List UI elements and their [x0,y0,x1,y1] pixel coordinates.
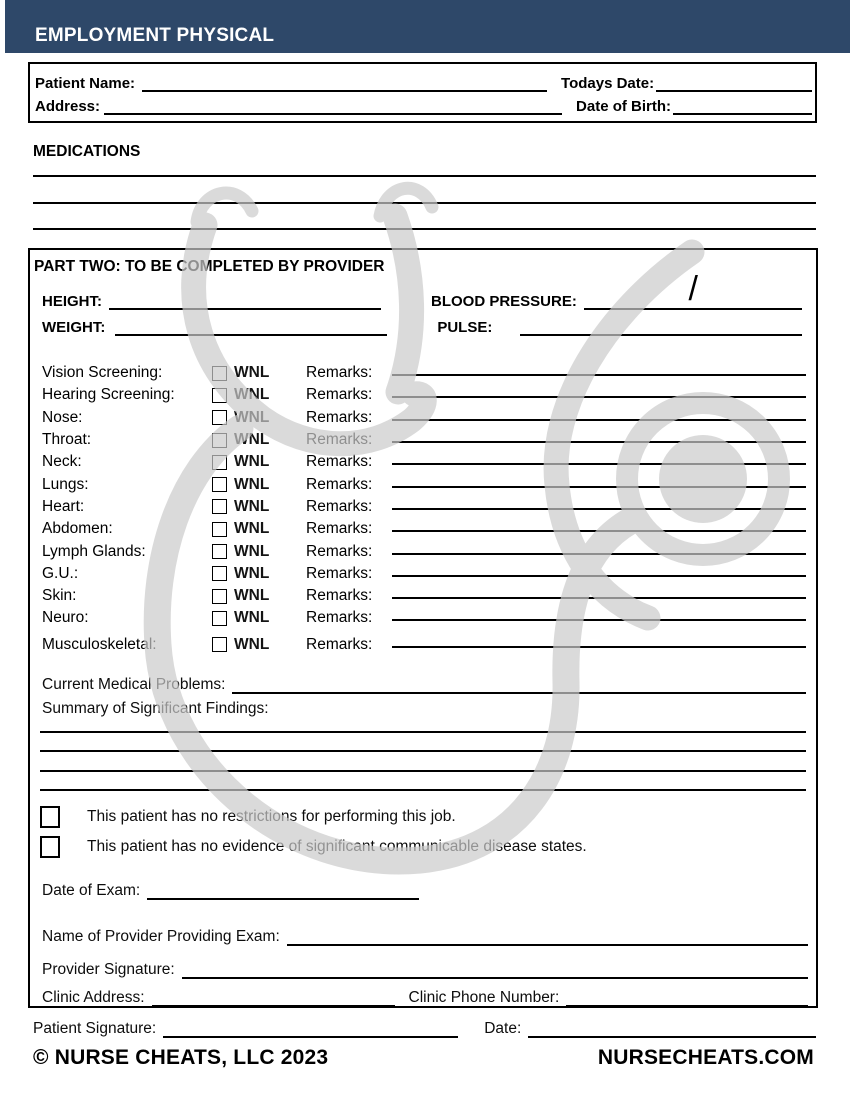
exam-row [42,473,806,495]
statement-row-1 [40,806,806,828]
wnl-label: WNL [234,431,270,449]
remarks-line[interactable] [392,638,806,648]
exam-row [42,429,806,451]
exam-rows [42,362,806,656]
exam-item-label: Neck: [42,453,82,471]
current-problems-label: Current Medical Problems: [42,676,226,693]
vitals-row-1 [42,290,802,310]
exam-item-label: Vision Screening: [42,364,163,382]
header-bar [5,0,850,53]
no-communicable-disease-label: This patient has no evidence of significant communicable disease states. [87,838,587,855]
date-line[interactable] [528,1023,816,1038]
wnl-label: WNL [234,364,270,382]
remarks-label: Remarks: [306,475,373,493]
wnl-checkbox[interactable] [212,589,227,604]
exam-row [42,451,806,473]
remarks-label: Remarks: [306,497,373,515]
wnl-checkbox[interactable] [212,566,227,581]
remarks-label: Remarks: [306,431,373,449]
wnl-label: WNL [234,453,270,471]
remarks-label: Remarks: [306,564,373,582]
exam-item-label: Skin: [42,587,77,605]
medications-lines [33,175,816,230]
provider-name-line[interactable] [287,931,808,946]
remarks-line[interactable] [392,611,806,621]
remarks-label: Remarks: [306,587,373,605]
wnl-checkbox[interactable] [212,366,227,381]
height-line[interactable] [109,295,381,310]
remarks-line[interactable] [392,411,806,421]
remarks-line[interactable] [392,567,806,577]
exam-item-label: G.U.: [42,564,79,582]
remarks-label: Remarks: [306,453,373,471]
exam-row [42,518,806,540]
clinic-address-label: Clinic Address: [42,989,145,1006]
no-communicable-disease-checkbox[interactable] [40,836,60,858]
exam-row [42,563,806,585]
date-of-exam-line[interactable] [147,885,419,900]
dob-line[interactable] [673,100,812,115]
remarks-line[interactable] [392,589,806,599]
address-line[interactable] [104,100,562,115]
exam-item-label: Hearing Screening: [42,386,175,404]
patient-signature-line[interactable] [163,1023,458,1038]
copyright-text: © NURSE CHEATS, LLC 2023 [33,1046,329,1069]
weight-line[interactable] [115,321,387,336]
patient-row-2 [35,95,812,115]
provider-signature-row [42,959,808,979]
weight-label: WEIGHT: [42,319,106,336]
exam-row [42,496,806,518]
patient-name-line[interactable] [142,77,547,92]
exam-row [42,540,806,562]
remarks-line[interactable] [392,433,806,443]
clinic-phone-label: Clinic Phone Number: [408,989,560,1006]
remarks-label: Remarks: [306,408,373,426]
blank-line[interactable] [33,228,816,230]
dob-label: Date of Birth: [576,98,672,115]
wnl-checkbox[interactable] [212,499,227,514]
wnl-label: WNL [234,564,270,582]
wnl-label: WNL [234,542,270,560]
website-text: NURSECHEATS.COM [597,1046,814,1069]
exam-item-label: Neuro: [42,609,89,627]
footer [33,1046,814,1070]
pulse-line[interactable] [520,321,802,336]
wnl-label: WNL [234,497,270,515]
remarks-line[interactable] [392,388,806,398]
todays-date-label: Todays Date: [561,75,655,92]
patient-name-label: Patient Name: [35,75,136,92]
remarks-line[interactable] [392,500,806,510]
exam-item-label: Throat: [42,431,92,449]
no-restrictions-checkbox[interactable] [40,806,60,828]
wnl-label: WNL [234,587,270,605]
blank-line[interactable] [40,789,806,791]
blank-line[interactable] [33,202,816,204]
vitals-row-2 [42,316,802,336]
exam-item-label: Musculoskeletal: [42,635,157,653]
wnl-checkbox[interactable] [212,388,227,403]
remarks-line[interactable] [392,522,806,532]
summary-lines [40,731,806,791]
remarks-line[interactable] [392,366,806,376]
clinic-address-line[interactable] [152,992,395,1007]
provider-signature-label: Provider Signature: [42,961,175,978]
remarks-label: Remarks: [306,609,373,627]
remarks-label: Remarks: [306,364,373,382]
todays-date-line[interactable] [656,77,812,92]
statement-row-2 [40,836,806,858]
exam-item-label: Lungs: [42,475,89,493]
page-title: EMPLOYMENT PHYSICAL [35,25,275,46]
exam-row [42,384,806,406]
blank-line[interactable] [40,770,806,772]
address-label: Address: [35,98,101,115]
provider-name-label: Name of Provider Providing Exam: [42,928,280,945]
height-label: HEIGHT: [42,293,102,310]
pulse-label: PULSE: [437,319,493,336]
remarks-line[interactable] [392,545,806,555]
wnl-checkbox[interactable] [212,611,227,626]
medications-title: MEDICATIONS [33,143,141,160]
wnl-label: WNL [234,520,270,538]
blank-line[interactable] [40,750,806,752]
exam-row [42,634,806,656]
exam-row [42,407,806,429]
wnl-checkbox[interactable] [212,433,227,448]
clinic-phone-line[interactable] [566,992,808,1007]
blank-line[interactable] [40,731,806,733]
no-restrictions-label: This patient has no restrictions for performing this job. [87,808,456,825]
wnl-label: WNL [234,408,270,426]
wnl-checkbox[interactable] [212,522,227,537]
exam-item-label: Lymph Glands: [42,542,146,560]
remarks-label: Remarks: [306,542,373,560]
remarks-label: Remarks: [306,386,373,404]
exam-item-label: Abdomen: [42,520,113,538]
wnl-checkbox[interactable] [212,410,227,425]
patient-row-1 [35,72,812,92]
date-label: Date: [484,1020,522,1037]
blood-pressure-line[interactable] [584,295,802,310]
provider-name-row [42,926,808,946]
summary-label: Summary of Significant Findings: [42,700,269,717]
wnl-checkbox[interactable] [212,637,227,652]
blood-pressure-label: BLOOD PRESSURE: [431,293,577,310]
part-two-title: PART TWO: TO BE COMPLETED BY PROVIDER [34,258,385,275]
exam-row [42,607,806,629]
wnl-label: WNL [234,635,270,653]
patient-signature-row [33,1018,816,1038]
remarks-line[interactable] [392,455,806,465]
bp-separator: / [688,270,698,308]
blank-line[interactable] [33,175,816,177]
exam-item-label: Heart: [42,497,85,515]
patient-signature-label: Patient Signature: [33,1020,157,1037]
exam-row [42,362,806,384]
current-problems-row [42,674,806,694]
patient-info-box [28,62,817,123]
wnl-label: WNL [234,475,270,493]
current-problems-line[interactable] [232,679,806,694]
remarks-line[interactable] [392,478,806,488]
date-of-exam-label: Date of Exam: [42,882,141,899]
wnl-checkbox[interactable] [212,455,227,470]
clinic-row [42,987,808,1007]
remarks-label: Remarks: [306,635,373,653]
wnl-checkbox[interactable] [212,477,227,492]
exam-item-label: Nose: [42,408,83,426]
wnl-checkbox[interactable] [212,544,227,559]
exam-row [42,585,806,607]
provider-signature-line[interactable] [182,964,808,979]
remarks-label: Remarks: [306,520,373,538]
wnl-label: WNL [234,609,270,627]
wnl-label: WNL [234,386,270,404]
part-two-box [28,248,818,1008]
date-of-exam-row [42,880,462,900]
